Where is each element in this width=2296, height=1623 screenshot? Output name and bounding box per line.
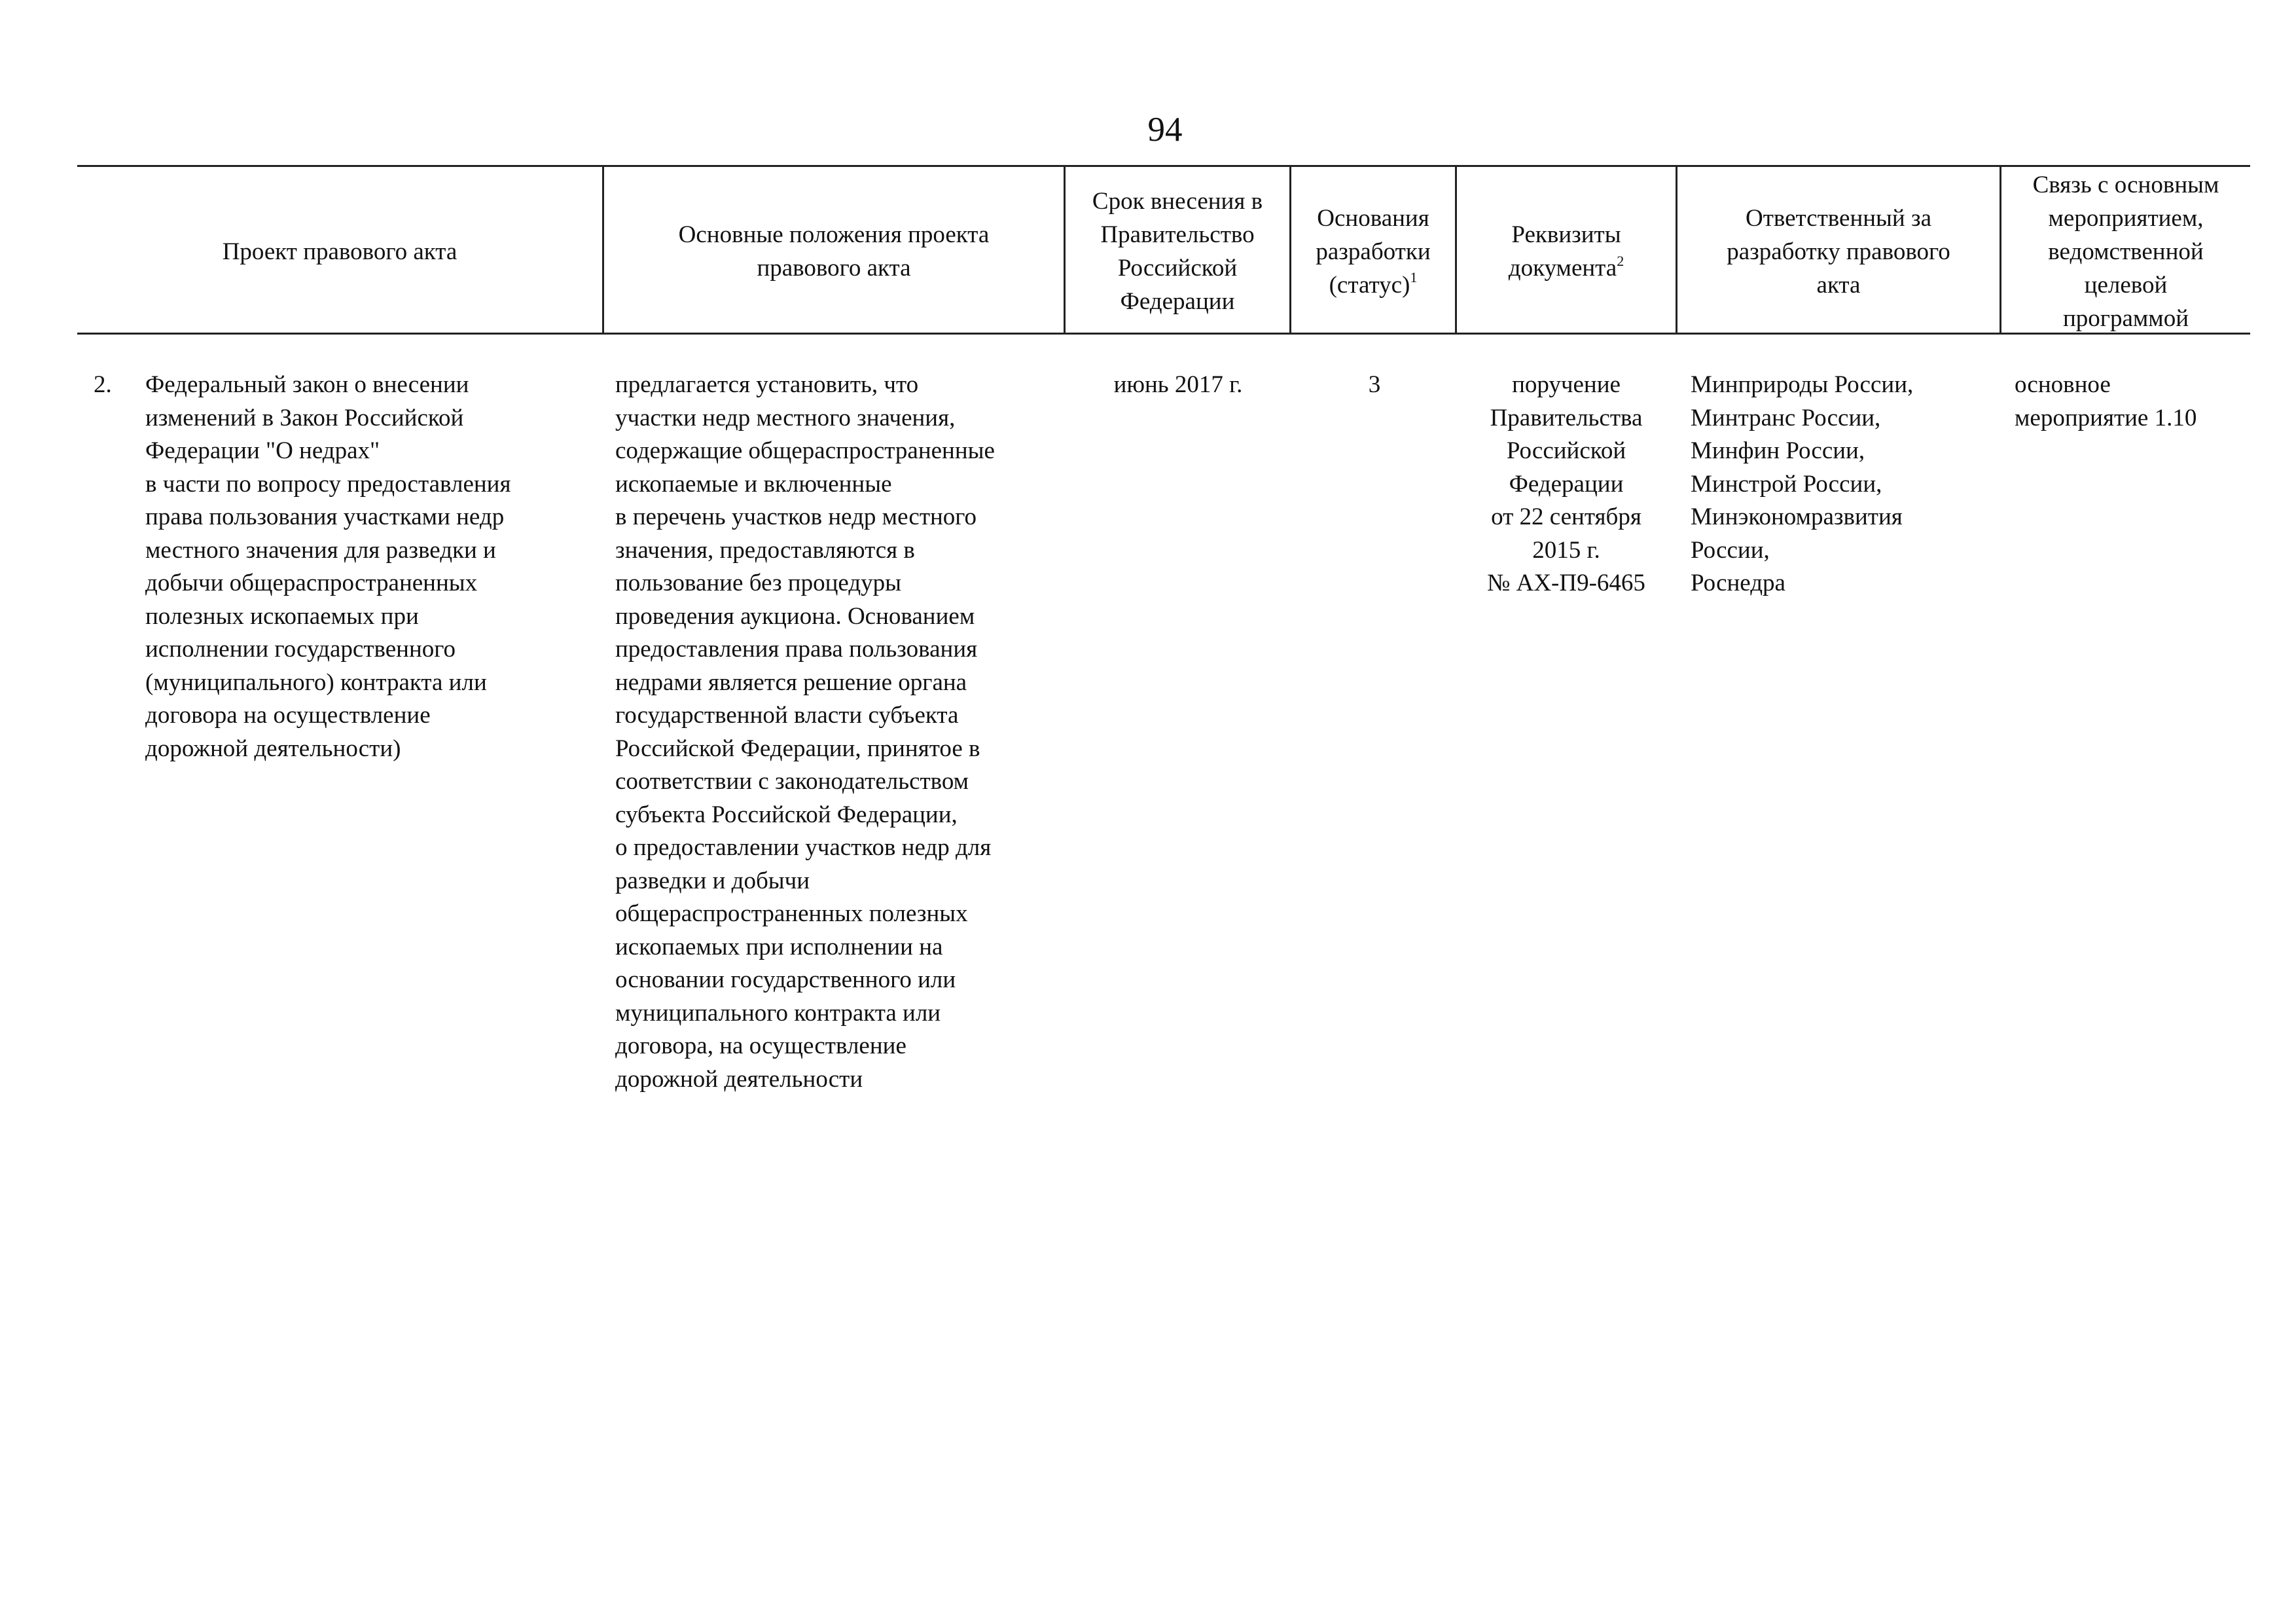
footnote-marker: 1 <box>1410 269 1418 286</box>
cell-responsible: Минприроды России, Минтранс России, Минфин России, Минстрой России, Минэкономразвития России, Роснедра <box>1691 371 1914 596</box>
cell-requisites: поручение Правительства Российской Федерации от 22 сентября 2015 г. № АХ-П9-6465 <box>1487 371 1645 596</box>
cell-basis: 3 <box>1368 371 1381 398</box>
cell-project: Федеральный закон о внесении изменений в Закон Российской Федерации "О недрах" в части по вопросу предоставления права пользования участками недр местного значения для разведки и добычи общераспространенных полезных ископаемых при исполнении государственного (муниципального) контракта или договора на осуществление дорожной деятельности) <box>145 371 511 762</box>
cell-provisions: предлагается установить, что участки недр местного значения, содержащие общераспространенные ископаемые и включенные в перечень участков недр местного значения, предоставляются в пользование без процедуры проведения аукциона. Основанием предоставления права пользования недрами является решение органа государственной власти субъекта Российской Федерации, принятое в соответствии с законодательством субъекта Российской Федерации, о предоставлении участков недр для разведки и добычи общераспространенных полезных ископаемых при исполнении на основании государственного или муниципального контракта или договора, на осуществление дорожной деятельности <box>615 371 995 1093</box>
header-requisites: Реквизиты документа$^2$ <box>1508 221 1624 282</box>
header-basis: Основания разработки (статус)$^1$ <box>1316 204 1431 299</box>
row-number: 2. <box>94 371 112 398</box>
header-provisions: Основные положения проекта правового акта <box>678 221 990 282</box>
header-link: Связь с основным мероприятием, ведомственной целевой программой <box>2032 171 2219 332</box>
cell-deadline: июнь 2017 г. <box>1113 371 1243 398</box>
header-responsible: Ответственный за разработку правового акта <box>1727 204 1950 299</box>
table-top-rule <box>77 165 2250 167</box>
header-deadline: Срок внесения в Правительство Российской Федерации <box>1092 188 1263 315</box>
page-number: 94 <box>1147 111 1183 149</box>
header-project: Проект правового акта <box>222 238 457 265</box>
cell-link: основное мероприятие 1.10 <box>2015 371 2197 431</box>
footnote-marker: 2 <box>1617 252 1624 269</box>
